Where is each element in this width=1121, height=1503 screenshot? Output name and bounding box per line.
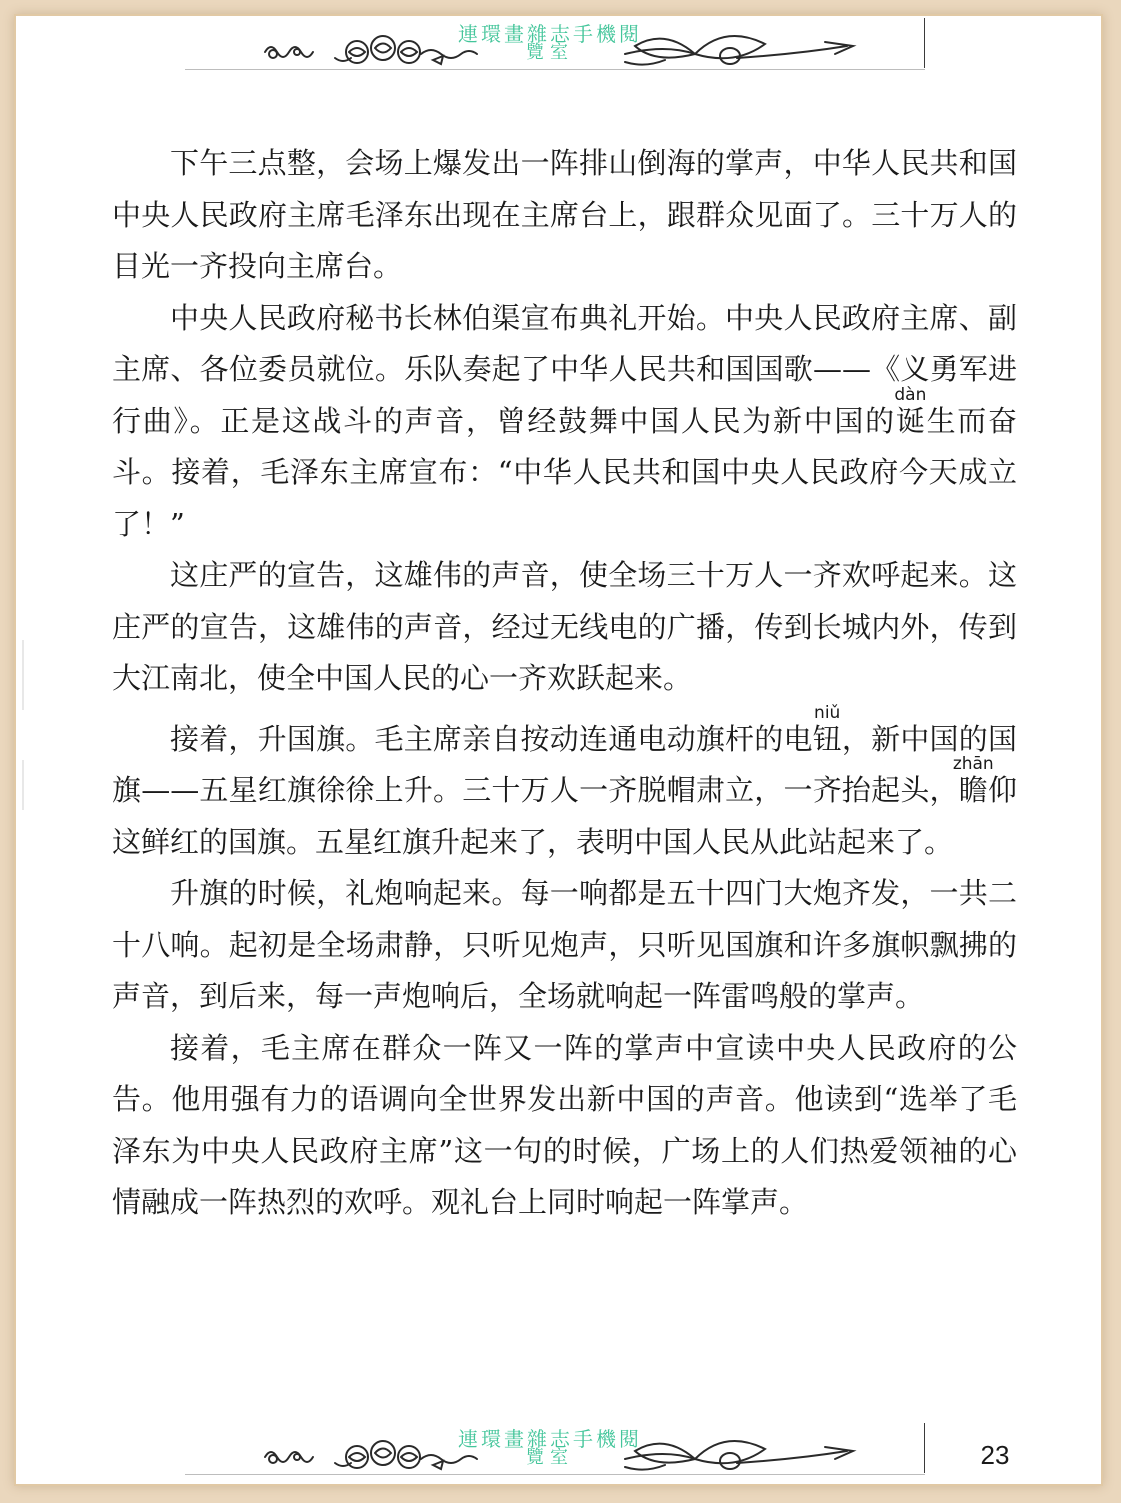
paragraph-text: 生而奋斗。接着，毛泽东主席宣布：“中华人民共和国中央人民政府今天成立了！”	[112, 403, 1017, 541]
pinyin-annotation: dàn	[894, 384, 927, 405]
paragraph-text: 接着，升国旗。毛主席亲自按动连通电动旗杆的电	[170, 721, 813, 756]
paragraph-text: 仰这鲜红的国旗。五星红旗升起来了，表明中国人民从此站起来了。	[112, 773, 1017, 859]
pinyin-annotation: niǔ	[812, 702, 842, 723]
header-rule	[185, 69, 925, 70]
paragraph-text: ，新中国的国旗——五星红旗徐徐上升。三十万人一齐脱帽肃立，一齐抬起头，	[112, 721, 1017, 807]
header-site-subname: 覽室	[526, 42, 574, 63]
binding-mark	[22, 640, 24, 710]
page-header	[185, 14, 925, 72]
page-number: 23	[980, 1440, 1010, 1470]
footer-site-subname: 覽室	[526, 1447, 574, 1468]
paragraph	[112, 868, 1017, 1023]
ruby-annotation	[952, 754, 994, 807]
pinyin-annotation: zhān	[952, 754, 994, 774]
paragraph	[112, 293, 1017, 551]
header-site-name: 連環畫雜志手機閱	[458, 22, 642, 46]
paragraph-text: 升旗的时候，礼炮响起来。每一响都是五十四门大炮齐发，一共二十八响。起初是全场肃静，只听见炮声，只听见国旗和许多旗帜飘拂的声音，到后来，每一声炮响后，全场就响起一阵雷鸣般的掌声。	[112, 876, 1017, 1013]
footer-divider	[924, 1423, 925, 1473]
paragraph	[112, 702, 1017, 869]
footer-site-name: 連環畫雜志手機閱	[458, 1427, 642, 1451]
paragraph-text: 接着，毛主席在群众一阵又一阵的掌声中宣读中央人民政府的公告。他用强有力的语调向全世界发出新中国的声音。他读到“选举了毛泽东为中央人民政府主席”这一句的时候，广场上的人们热爱领袖的心情融成一阵热烈的欢呼。观礼台上同时响起一阵掌声。	[112, 1030, 1017, 1219]
paragraph	[112, 138, 1017, 293]
article-body	[112, 138, 1017, 1229]
paragraph	[112, 1023, 1017, 1229]
footer-rule	[185, 1474, 925, 1475]
paragraph-text: 这庄严的宣告，这雄伟的声音，使全场三十万人一齐欢呼起来。这庄严的宣告，这雄伟的声音，经过无线电的广播，传到长城内外，传到大江南北，使全中国人民的心一齐欢跃起来。	[112, 558, 1017, 695]
page-footer	[185, 1419, 925, 1477]
ruby-annotation	[812, 702, 842, 756]
header-divider	[924, 18, 925, 68]
binding-mark	[22, 760, 24, 810]
ruby-base: 瞻	[952, 773, 994, 807]
paragraph-text: 下午三点整，会场上爆发出一阵排山倒海的掌声，中华人民共和国中央人民政府主席毛泽东出现在主席台上，跟群众见面了。三十万人的目光一齐投向主席台。	[112, 146, 1017, 283]
ruby-base: 钮	[812, 721, 842, 756]
paragraph	[112, 550, 1017, 705]
ruby-annotation	[894, 384, 927, 438]
paragraph-text: 中央人民政府秘书长林伯渠宣布典礼开始。中央人民政府主席、副主席、各位委员就位。乐队奏起了中华人民共和国国歌——《义勇军进行曲》。正是这战斗的声音，曾经鼓舞中国人民为新中国的	[112, 300, 1017, 438]
ruby-base: 诞	[894, 403, 927, 438]
